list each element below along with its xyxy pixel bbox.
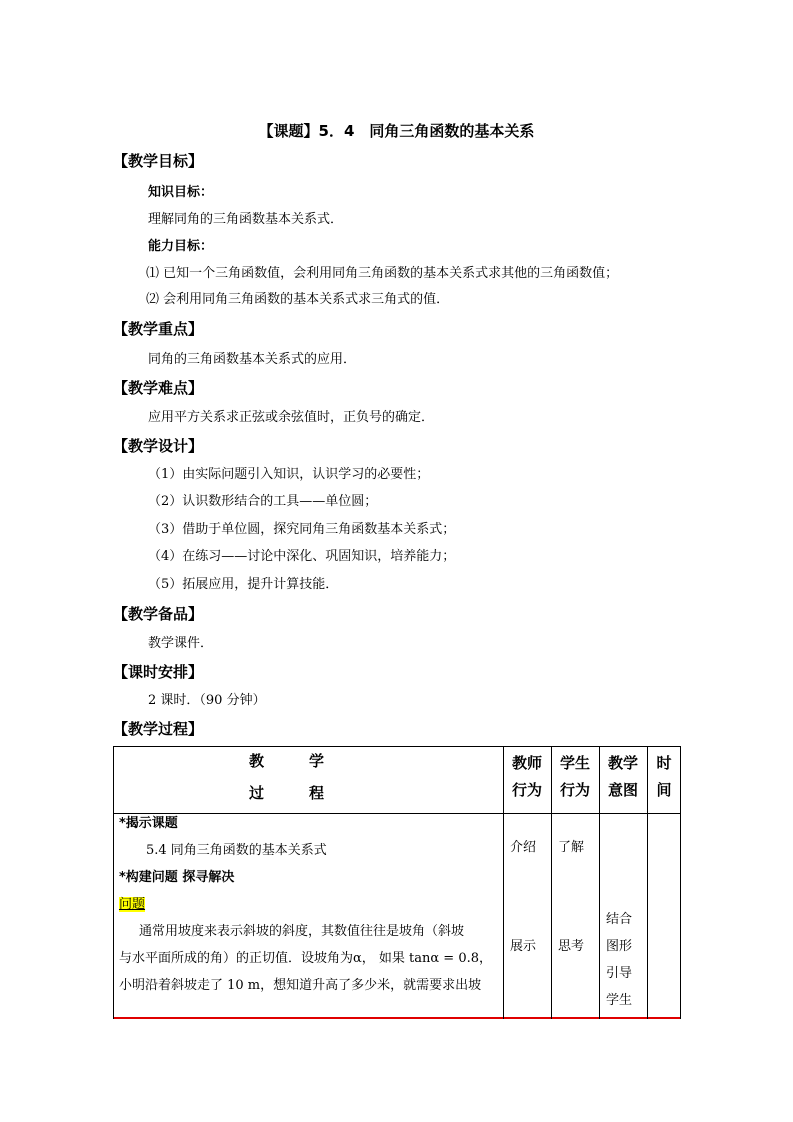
reveal-topic-label: *揭示课题 (119, 816, 178, 831)
table-border-left (113, 746, 114, 1019)
header-time: 时 间 (656, 754, 672, 799)
intent-line: 学生 (606, 993, 633, 1008)
knowledge-objective-text: 理解同角的三角函数基本关系式． (148, 212, 344, 227)
question-label-text: 问题 (119, 897, 146, 912)
lesson-title: 【课题】5．4 同角三角函数的基本关系 (258, 122, 535, 140)
design-heading: 【教学设计】 (113, 437, 204, 455)
header-teaching-intent: 教学 意图 (607, 754, 638, 799)
ability-objective-item: ⑴ 已知一个三角函数值，会利用同角三角函数的基本关系式求其他的三角函数值； (146, 266, 619, 281)
question-paragraph-line: 小明沿着斜坡走了 10 m，想知道升高了多少米，就需要求出坡 (119, 978, 482, 993)
question-paragraph-line: 与水平面所成的角）的正切值．设坡角为α， 如果 tanα = 0.8， (119, 951, 493, 966)
design-item: （5）拓展应用，提升计算技能． (148, 577, 339, 592)
materials-text: 教学课件． (148, 636, 214, 651)
student-action-understand: 了解 (558, 840, 585, 855)
header-process-line2: 过 程 (249, 784, 325, 802)
teacher-action-show: 展示 (510, 939, 537, 954)
materials-heading: 【教学备品】 (113, 605, 204, 623)
ability-objective-item: ⑵ 会利用同角三角函数的基本关系式求三角式的值． (146, 292, 450, 307)
ability-objective-label: 能力目标： (148, 239, 214, 254)
schedule-heading: 【课时安排】 (113, 663, 204, 681)
build-problem-label: *构建问题 探寻解决 (119, 870, 235, 885)
intent-line: 结合 (606, 912, 633, 927)
table-border-top (113, 746, 681, 747)
intent-line: 图形 (606, 939, 633, 954)
design-item: （3）借助于单位圆，探究同角三角函数基本关系式； (148, 522, 456, 537)
process-table (113, 746, 681, 1019)
reveal-topic-text: 5.4 同角三角函数的基本关系式 (146, 843, 327, 858)
schedule-text: 2 课时．（90 分钟） (148, 693, 266, 708)
design-item: （2）认识数形结合的工具——单位圆； (148, 494, 378, 509)
table-border-bottom (113, 1017, 681, 1019)
design-item: （4）在练习——讨论中深化、巩固知识，培养能力； (148, 549, 456, 564)
objectives-heading: 【教学目标】 (113, 152, 204, 170)
knowledge-objective-label: 知识目标： (148, 185, 214, 200)
intent-line: 引导 (606, 966, 633, 981)
table-header-divider (113, 813, 681, 814)
header-teacher-action: 教师 行为 (511, 754, 542, 799)
header-student-action: 学生 行为 (559, 754, 590, 799)
design-item: （1）由实际问题引入知识，认识学习的必要性； (148, 467, 430, 482)
header-process-line1: 教 学 (249, 752, 325, 770)
key-point-heading: 【教学重点】 (113, 320, 204, 338)
teacher-action-introduce: 介绍 (510, 840, 537, 855)
student-action-think: 思考 (558, 939, 585, 954)
question-label (119, 895, 145, 915)
question-paragraph-line: 通常用坡度来表示斜坡的斜度，其数值往往是坡角（斜坡 (139, 924, 465, 939)
key-point-text: 同角的三角函数基本关系式的应用． (148, 352, 357, 367)
difficulty-heading: 【教学难点】 (113, 379, 204, 397)
table-border-right (680, 746, 681, 1019)
process-heading: 【教学过程】 (113, 720, 204, 738)
difficulty-text: 应用平方关系求正弦或余弦值时，正负号的确定． (148, 410, 435, 425)
